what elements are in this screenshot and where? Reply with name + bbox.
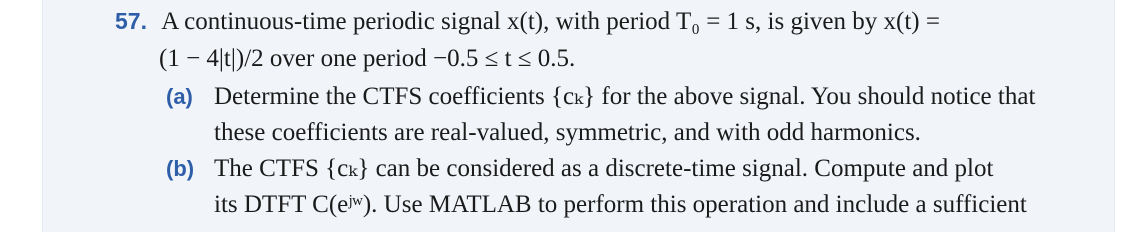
problem-statement-text-1: A continuous-time periodic signal x(t), with period T₀ = 1 s, is given by x(t) = <box>161 8 940 35</box>
part-a-label: (a) <box>166 84 193 109</box>
part-b-text-1: The CTFS {cₖ} can be considered as a discrete-time signal. Compute and plot <box>214 155 994 182</box>
problem-statement-text-2: (1 − 4|t|)/2 over one period −0.5 ≤ t ≤ 0.5. <box>159 45 576 72</box>
problem-statement-line-1 <box>115 6 1123 37</box>
part-a-line-2 <box>214 118 921 148</box>
problem-57 <box>43 0 1114 232</box>
part-a-text-1: Determine the CTFS coefficients {cₖ} for the above signal. You should notice that <box>214 83 1036 110</box>
problem-panel <box>42 0 1115 232</box>
part-b-label: (b) <box>166 156 195 181</box>
problem-number: 57. <box>115 8 147 34</box>
part-a-text-2: these coefficients are real-valued, symmetric, and with odd harmonics. <box>214 119 921 146</box>
part-b-text-2: its DTFT C(eʲʷ). Use MATLAB to perform this operation and include a sufficient <box>214 191 1027 218</box>
problem-statement-line-2 <box>159 44 575 74</box>
part-b-line-2 <box>214 190 1122 220</box>
